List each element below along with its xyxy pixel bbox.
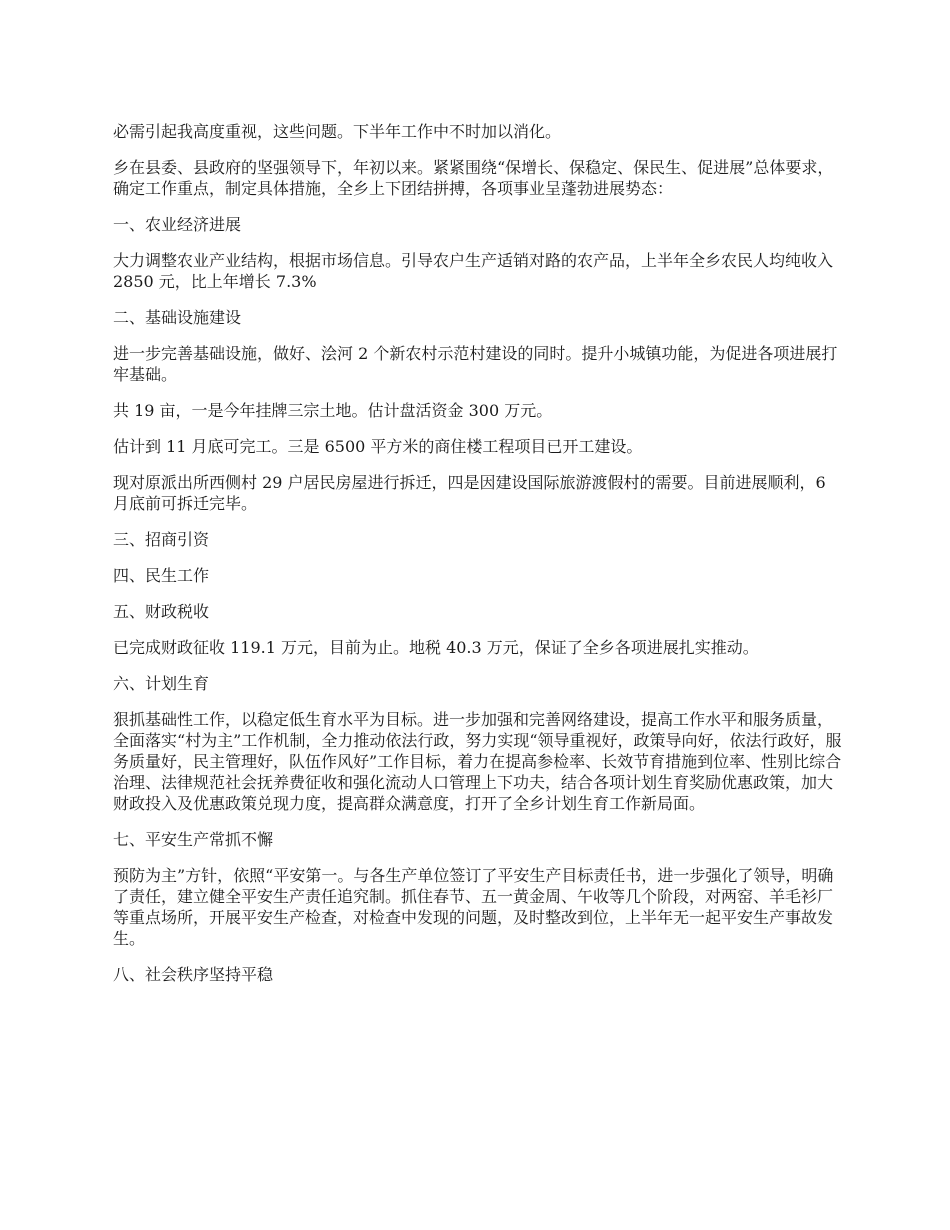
heading-safety: 七、平安生产常抓不懈 <box>113 830 274 849</box>
heading-investment: 三、招商引资 <box>113 530 210 549</box>
paragraph-infrastructure-3: 估计到 11 月底可完工。三是 6500 平方米的商住楼工程项目已开工建设。 <box>113 437 643 456</box>
heading-finance: 五、财政税收 <box>113 602 210 621</box>
heading-agriculture: 一、农业经济进展 <box>113 215 242 234</box>
document-body <box>113 121 843 1000</box>
heading-social-order: 八、社会秩序坚持平稳 <box>113 965 274 984</box>
paragraph-infrastructure-4: 现对原派出所西侧村 29 户居民房屋进行拆迁，四是因建设国际旅游渡假村的需要。目前进展顺利，6 月底前可拆迁完毕。 <box>113 473 826 513</box>
paragraph-intro-2: 乡在县委、县政府的坚强领导下，年初以来。紧紧围绕“保增长、保稳定、保民生、促进展”总体要求，确定工作重点，制定具体措施，全乡上下团结拼搏，各项事业呈蓬勃进展势态： <box>113 158 834 198</box>
paragraph-infrastructure-2: 共 19 亩，一是今年挂牌三宗土地。估计盘活资金 300 万元。 <box>113 401 553 420</box>
heading-infrastructure: 二、基础设施建设 <box>113 308 242 327</box>
heading-livelihood: 四、民生工作 <box>113 566 210 585</box>
heading-family-planning: 六、计划生育 <box>113 674 210 693</box>
paragraph-agriculture: 大力调整农业产业结构，根据市场信息。引导农户生产适销对路的农产品，上半年全乡农民人均纯收入 2850 元，比上年增长 7.3% <box>113 251 834 291</box>
paragraph-family-planning: 狠抓基础性工作，以稳定低生育水平为目标。进一步加强和完善网络建设，提高工作水平和服务质量，全面落实“村为主”工作机制，全力推动依法行政，努力实现“领导重视好，政策导向好，依法行政好，服务质量好，民主管理好，队伍作风好”工作目标，着力在提高参检率、长效节育措施到位率、性别比综合治理、法律规范社会抚养费征收和强化流动人口管理上下功夫，结合各项计划生育奖励优惠政策，加大财政投入及优惠政策兑现力度，提高群众满意度，打开了全乡计划生育工作新局面。 <box>113 710 842 813</box>
paragraph-infrastructure-1: 进一步完善基础设施，做好、浍河 2 个新农村示范村建设的同时。提升小城镇功能，为促进各项进展打牢基础。 <box>113 344 838 384</box>
paragraph-finance: 已完成财政征收 119.1 万元，目前为止。地税 40.3 万元，保证了全乡各项进展扎实推动。 <box>113 638 759 657</box>
paragraph-intro-1: 必需引起我高度重视，这些问题。下半年工作中不时加以消化。 <box>113 122 562 141</box>
paragraph-safety: 预防为主”方针，依照“平安第一。与各生产单位签订了平安生产目标责任书，进一步强化了领导，明确了责任，建立健全平安生产责任追究制。抓住春节、五一黄金周、午收等几个阶段，对两窑、羊毛衫厂等重点场所，开展平安生产检查，对检查中发现的问题，及时整改到位，上半年无一起平安生产事故发生。 <box>113 866 834 948</box>
